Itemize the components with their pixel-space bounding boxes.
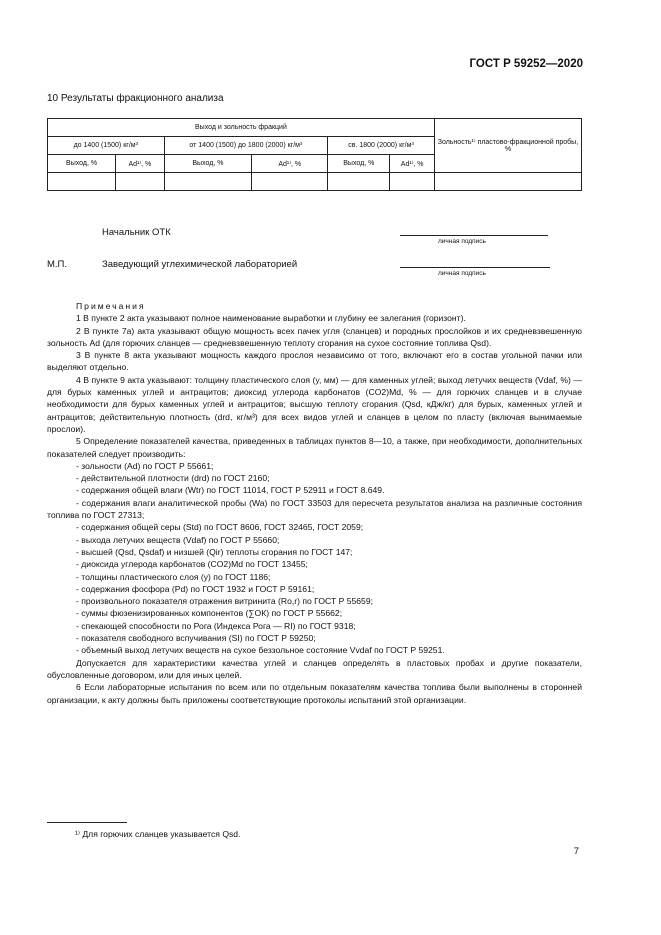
footnote-divider xyxy=(47,822,127,823)
section-title: 10 Результаты фракционного анализа xyxy=(47,93,224,104)
ash-col: Ad¹⁾, % xyxy=(116,155,164,173)
group-header: Выход и зольность фракций xyxy=(48,119,435,137)
note-2: 2 В пункте 7а) акта указывают общую мощность всех пачек угля (сланцев) и породных прослойков и их средневзвешенную зольность Ad (для горючих сланцев — средневзвешенную теплоту сгорания на сухое состояние топлива Qsd). xyxy=(47,325,582,348)
list-item: - показателя свободного вспучивания (SI) по ГОСТ Р 59250; xyxy=(76,633,316,644)
range-2: от 1400 (1500) до 1800 (2000) кг/м³ xyxy=(164,137,328,155)
footnote: ¹⁾ Для горючих сланцев указывается Qsd. xyxy=(75,829,241,839)
note-3: 3 В пункте 8 акта указывают мощность каждого прослоя независимо от того, включают его в состав угольной пачки или выделяют отдельно. xyxy=(47,350,582,373)
notes xyxy=(47,300,582,706)
list-item: - содержания фосфора (Pd) по ГОСТ 1932 и ГОСТ Р 59161; xyxy=(76,583,315,594)
list-item: - выхода летучих веществ (Vdaf) по ГОСТ Р 55660; xyxy=(76,534,280,545)
signature-line xyxy=(400,235,548,236)
list-item: - объемный выход летучих веществ на сухое беззольное состояние Vvdaf по ГОСТ Р 59251. xyxy=(76,645,445,656)
ash-col: Ad¹⁾, % xyxy=(252,155,328,173)
ash-header: Зольность¹⁾ пластово-фракционной пробы, % xyxy=(434,119,581,173)
list-item: - диоксида углерода карбонатов (CO2)Md по ГОСТ 13455; xyxy=(76,559,308,570)
list-item: - действительной плотности (drd) по ГОСТ 2160; xyxy=(76,473,270,484)
list-item: - содержания влаги аналитической пробы (Wa) по ГОСТ 33503 для пересчета результатов анализа на различные состояния топлива по ГОСТ 27313; xyxy=(47,497,582,521)
list-item: - произвольного показателя отражения витринита (Ro,r) по ГОСТ Р 55659; xyxy=(76,596,373,607)
standard-number: ГОСТ Р 59252—2020 xyxy=(469,58,583,70)
ash-col: Ad¹⁾, % xyxy=(390,155,434,173)
head-lab-label: Заведующий углехимической лабораторией xyxy=(102,259,298,270)
list-item: - содержания общей серы (Std) по ГОСТ 8606, ГОСТ 32465, ГОСТ 2059; xyxy=(76,522,364,533)
list-item: - спекающей способности по Рога (Индекса Рога — RI) по ГОСТ 9318; xyxy=(76,620,356,631)
note-extra: Допускается для характеристики качества углей и сланцев определять в пластовых пробах и другие показатели, обусловленные договором, или для иных целей. xyxy=(47,657,582,680)
note-4: 4 В пункте 9 акта указывают: толщину пластического слоя (y, мм) — для каменных углей; выход летучих веществ (Vdaf, %) — для бурых каменных углей и антрацитов; диоксид углерода карбонатов (CO2)Md, % — для горючих сланцев и в случае необходимости для бурых каменных углей и антрацитов; высшую теплоту сгорания (Qsd, кДж/кг) для бурых, каменных углей и антрацитов; действительную плотность (drd, кг/м³) для всех видов углей и сланцев в целом по пласту (включая вынимаемые прослои). xyxy=(47,374,582,434)
page-number: 7 xyxy=(573,846,579,857)
note-6: 6 Если лабораторные испытания по всем или по отдельным показателям качества топлива были выполнены в сторонней организации, к акту должны быть приложены соответствующие протоколы испытаний этой организации. xyxy=(47,682,582,705)
yield-col: Выход, % xyxy=(164,155,252,173)
signature-caption: личная подпись xyxy=(438,270,486,277)
yield-col: Выход, % xyxy=(328,155,390,173)
list-item: - суммы фюзенизированных компонентов (∑ОК) по ГОСТ Р 55662; xyxy=(76,608,343,619)
list-item: - зольности (Ad) по ГОСТ Р 55661; xyxy=(76,460,214,471)
mp-label: М.П. xyxy=(47,259,68,270)
range-3: св. 1800 (2000) кг/м³ xyxy=(328,137,435,155)
list-item: - содержания общей влаги (Wtr) по ГОСТ 11014, ГОСТ Р 52911 и ГОСТ 8.649. xyxy=(76,485,385,496)
note-1: 1 В пункте 2 акта указывают полное наименование выработки и глубину ее залегания (горизонт). xyxy=(76,313,466,324)
signature-line xyxy=(400,267,550,268)
list-item: - толщины пластического слоя (y) по ГОСТ 1186; xyxy=(76,571,271,582)
list-item: - высшей (Qsd, Qsdaf) и низшей (Qir) теплоты сгорания по ГОСТ 147; xyxy=(76,546,353,557)
yield-col: Выход, % xyxy=(48,155,116,173)
note-5: 5 Определение показателей качества, приведенных в таблицах пунктов 8—10, а также, при необходимости, дополнительных показателей следует производить: xyxy=(47,436,582,459)
range-1: до 1400 (1500) кг/м³ xyxy=(48,137,165,155)
notes-title: Примечания xyxy=(76,301,146,311)
head-otk-label: Начальник ОТК xyxy=(102,227,171,238)
fraction-table xyxy=(47,118,582,191)
signature-caption: личная подпись xyxy=(438,238,486,245)
table-row xyxy=(48,173,582,191)
